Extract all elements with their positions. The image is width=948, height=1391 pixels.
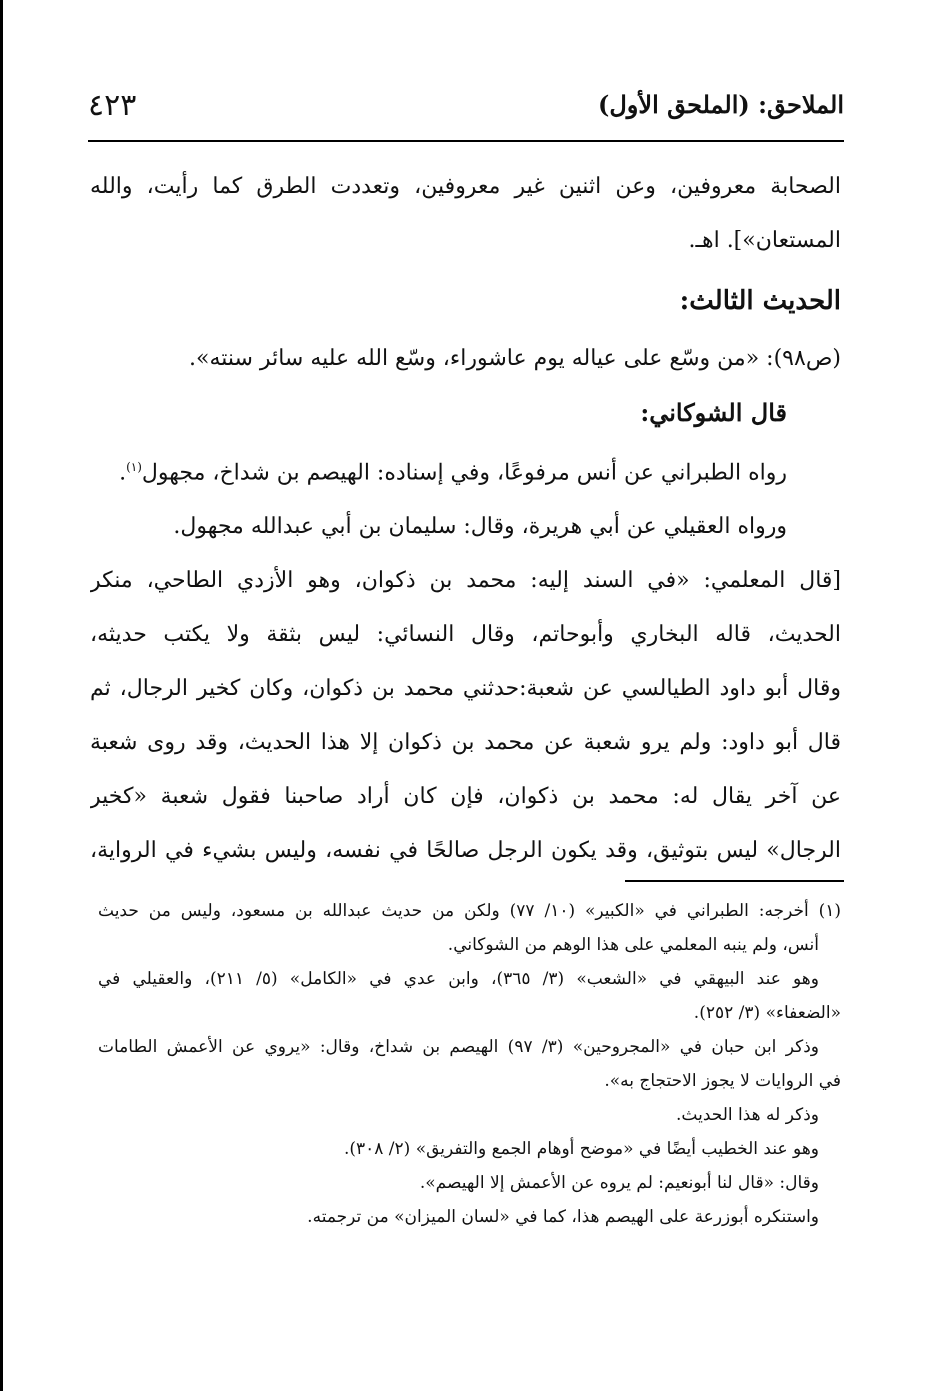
text-line-part: رواه الطبراني عن أنس مرفوعًا، وفي إسناده: الهيصم بن شداخ، مجهول [141, 460, 787, 486]
text-line [90, 440, 841, 500]
footnotes [98, 894, 841, 1234]
text-line: الرجال» ليس بتوثيق، وقد يكون الرجل صالحًا في نفسه، وليس بشيء في الرواية، [90, 838, 841, 864]
footnote-line: (١) أخرجه: الطبراني في «الكبير» (١٠/ ٧٧) ولكن من حديث عبدالله بن مسعود، وليس من حديث [98, 901, 841, 921]
page-number: ٤٢٣ [88, 88, 137, 123]
footnote-line: وقال: «قال لنا أبونعيم: لم يروه عن الأعمش إلا الهيصم». [419, 1173, 819, 1193]
text-line: الحديث، قاله البخاري وأبوحاتم، وقال النسائي: ليس بثقة ولا يكتب حديثه، [90, 622, 841, 648]
footnote-line: وهو عند الخطيب أيضًا في «موضح أوهام الجمع والتفريق» (٢/ ٣٠٨). [343, 1139, 819, 1159]
text-line-speaker: قال الشوكاني: [640, 398, 787, 427]
footnote-line: أنس، ولم ينبه المعلمي على هذا الوهم من الشوكاني. [447, 935, 819, 955]
header-title: الملاحق: (الملحق الأول) [598, 90, 844, 119]
footnote-line: واستنكره أبوزرعة على الهيصم هذا، كما في «لسان الميزان» من ترجمته. [307, 1207, 819, 1227]
page-edge-line [0, 0, 3, 1391]
running-header [88, 84, 844, 134]
text-line: ورواه العقيلي عن أبي هريرة، وقال: سليمان بن أبي عبدالله مجهول. [173, 514, 787, 540]
main-text [90, 160, 841, 878]
footnote-rule [625, 880, 844, 882]
section-heading: الحديث الثالث: [679, 286, 841, 316]
footnote-line: وهو عند البيهقي في «الشعب» (٣/ ٣٦٥)، وابن عدي في «الكامل» (٥/ ٢١١)، والعقيلي في [98, 969, 819, 989]
text-line: وقال أبو داود الطيالسي عن شعبة:حدثني محمد بن ذكوان، وكان كخير الرجال، ثم [90, 676, 841, 702]
text-line: قال أبو داود: ولم يرو شعبة عن محمد بن ذكوان إلا هذا الحديث، وقد روى شعبة [90, 730, 841, 756]
text-line: [قال المعلمي: «في السند إليه: محمد بن ذكوان، وهو الأزدي الطاحي، منكر [90, 568, 841, 594]
footnote-line: وذكر له هذا الحديث. [676, 1105, 819, 1125]
footnote-line: «الضعفاء» (٣/ ٢٥٢). [693, 1003, 841, 1023]
text-line-part: . [119, 460, 127, 486]
text-line: عن آخر يقال له: محمد بن ذكوان، فإن كان أراد صاحبنا فقول شعبة «كخير [90, 784, 841, 810]
text-line: (ص٩٨): «من وسّع على عياله يوم عاشوراء، وسّع الله عليه سائر سنته». [188, 346, 841, 371]
footnote-line: في الروايات لا يجوز الاحتجاج به». [604, 1071, 841, 1091]
text-line: الصحابة معروفين، وعن اثنين غير معروفين، وتعددت الطرق كما رأيت، والله [90, 174, 841, 199]
header-rule [88, 140, 844, 142]
footnote-line: وذكر ابن حبان في «المجروحين» (٣/ ٩٧) الهيصم بن شداخ، وقال: «يروي عن الأعمش الطامات [98, 1037, 819, 1057]
footnote-reference[interactable]: (١) [126, 460, 142, 474]
text-line: المستعان»]. اهـ. [688, 228, 841, 253]
